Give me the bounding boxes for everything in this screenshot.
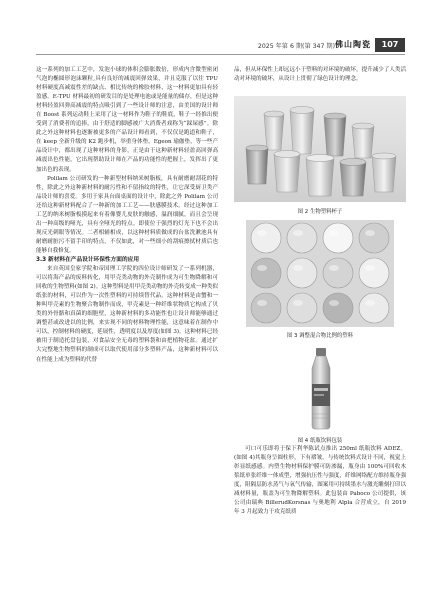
sample-highlight xyxy=(257,300,267,306)
material-sample-disc xyxy=(287,223,317,253)
material-sample-disc xyxy=(359,293,389,323)
issue-label: 2025 年第 6 期(第 347 期) xyxy=(257,43,335,50)
figure-paper-bottle xyxy=(292,344,350,432)
journal-title: 佛山陶瓷 xyxy=(335,40,371,49)
body-paragraph: 可口可乐即将于保下利华陈试点推出 250ml 纸瓶饮料 ADEZ。(如图 4)其瓶身呈圆柱形，下有褶皱，与传统饮料式设计不同，视觉上彰显纸感感。内塑生物材料保护膜可防渗漏，瓶身由 100%可回收木浆纸单张纤维一体成型，增强抗压性与强度，纤维网络配方维持瓶身强度，阻隔层防水蒸气与氧气传输，图案用可持续墨水与激光雕刻打印以减材料量，瓶盖为可生物降解塑料。此包装由 Paboco 公司提供，该公司由瑞典 BillerudKorsnas 与奥地利 Alpla 合营成立，自 2019 年 3 月起致力于攻克纸质 xyxy=(234,446,406,516)
right-column-lower xyxy=(234,445,406,517)
figure-2-caption: 图 2 生物塑料杯子 xyxy=(297,209,343,215)
sample-highlight xyxy=(293,300,303,306)
right-column xyxy=(234,66,406,84)
material-sample-disc xyxy=(323,293,353,323)
material-sample-disc xyxy=(251,223,281,253)
sample-highlight xyxy=(293,265,303,271)
material-sample-disc xyxy=(287,293,317,323)
material-sample-disc xyxy=(323,258,353,288)
paper-bottle-image xyxy=(292,344,350,432)
body-paragraph: 来自英国皇家学院和帝国理工学院的四位设计师研发了一系列机器，可以将海产品的废料转化，用甲壳类动物的外壳制作成为可生物降解和可回收的生物塑料(如图 2)。这种塑料是用甲壳类动物的外壳转变成一种类似纸张的材料，可以作为一次性塑料的可持续替代品。这种材料是由蟹和一种叫甲壳素的生物聚合物制作而成，甲壳素是一种纤维状物质它构成了贝类的外骨骼和真菌的细胞壁，这种新材料的多功能性也让设计师能够通过调整甚或改进以的比例，来实现不同的材料物理性能，这意味着在制作中可以，控制材料的硬度，延展性，透明度以及厚度(如图 3)。这种材料已经被用于制造托盘包装，对食品安全无毒的塑料袋和由把植物花盆。通过扩大完整地生物塑料的制成可以取代使用部分多塑料产品，这种新材料可以在性能上成为塑料的代替 xyxy=(36,266,218,363)
page-header xyxy=(0,38,427,54)
material-sample-disc xyxy=(251,293,281,323)
figure-3-caption: 图 3 调整混合物比例的塑料 xyxy=(286,333,354,339)
body-paragraph: 品，但从环保性上却远远小于塑料的对环境的破坏，提升减少了人类活动对环境的破坏，从设计上贯彻了绿色设计的理念。 xyxy=(234,67,406,83)
figure-bioplastic-cups xyxy=(234,96,406,202)
sample-highlight xyxy=(365,300,375,306)
material-samples-image xyxy=(246,220,394,327)
bioplastic-cups-image xyxy=(234,96,406,202)
material-sample-disc xyxy=(359,258,389,288)
body-paragraph: Polilam 公司研发的一种新型材料纳米树脂板，具有耐磨耐刮花的特性，除此之外这种新材料的耐污性和不留指纹的特性，让它深受厨卫类产品设计师的喜爱。多用于家具台面桌面的设计中，除此之外 Polilam 公司还给这种新材料配合了一种新的加工工艺——肤感膜技术。经过这种加工工艺的纳米树脂板摸起来有着像婴儿皮肤的触感，温润细腻，而且会呈现出一种高级的哑光，具有全哑光的特点。即使位于强烈的灯光下也不会出现反光刺眼等情况。二者相辅相成，以这种材料质做成的台盆洗漱池具有耐磨耐脏污不留手印的特点，不仅如此，对一些细小的刮痕擦拭材质后也能够自我修复。 xyxy=(36,175,218,254)
figure-material-samples xyxy=(246,220,394,327)
sample-highlight xyxy=(329,230,339,236)
material-sample-disc xyxy=(251,258,281,288)
page-number: 107 xyxy=(375,38,405,52)
figure-4-caption: 图 4 纸瓶饮料包装 xyxy=(297,438,343,444)
material-sample-disc xyxy=(359,223,389,253)
sample-highlight xyxy=(257,265,267,271)
header-rule xyxy=(36,54,405,55)
sample-highlight xyxy=(293,230,303,236)
sample-highlight xyxy=(365,265,375,271)
sample-highlight xyxy=(329,300,339,306)
sample-highlight xyxy=(329,265,339,271)
body-paragraph: 这一系列的加工工艺中，发泡小球的体积会膨胀数倍，形成内含微型密闭气泡的椭圆形泡沫颗粒,具有良好的减震回弹效果，并且克服了以往 TPU 材料硬度高减震性差的缺点、相比传统的橡胶材料，这一材料更加具有轻盈感。E-TPU 材料最初的研发目的是处理电池或是能量的储存，但是这种材料轻盈回弹高减震的特点吸引到了一些设计师的注意，由美国的设计师在 Boost 系列运动鞋上采用了这一材料作为鞋子的鞋底，鞋子一经推出便受到了消费者的追捧，由于舒适的脚感被广大消费者戏称为“踩屎感”。除此之外这种材料也逐渐被更多的产品设计师看到，不仅仅是跑道和鞋子，在 keep 全新升级的 K2 跑步机，举重身体垫，Egeon 瑜伽垫，等一些产品设计中，都出现了这种材料的身影，正是由于这种新材料轻盈高回弹高减震出色性能，它出现帮助设计师在产品的功能性的把握上，发挥出了更加出色的表现。 xyxy=(36,67,218,173)
material-sample-disc xyxy=(287,258,317,288)
material-sample-disc xyxy=(323,223,353,253)
sample-highlight xyxy=(257,230,267,236)
left-column xyxy=(36,66,218,365)
sample-highlight xyxy=(365,230,375,236)
section-heading: 3.3 新材料在产品设计环保性方面的应用 xyxy=(36,256,140,263)
